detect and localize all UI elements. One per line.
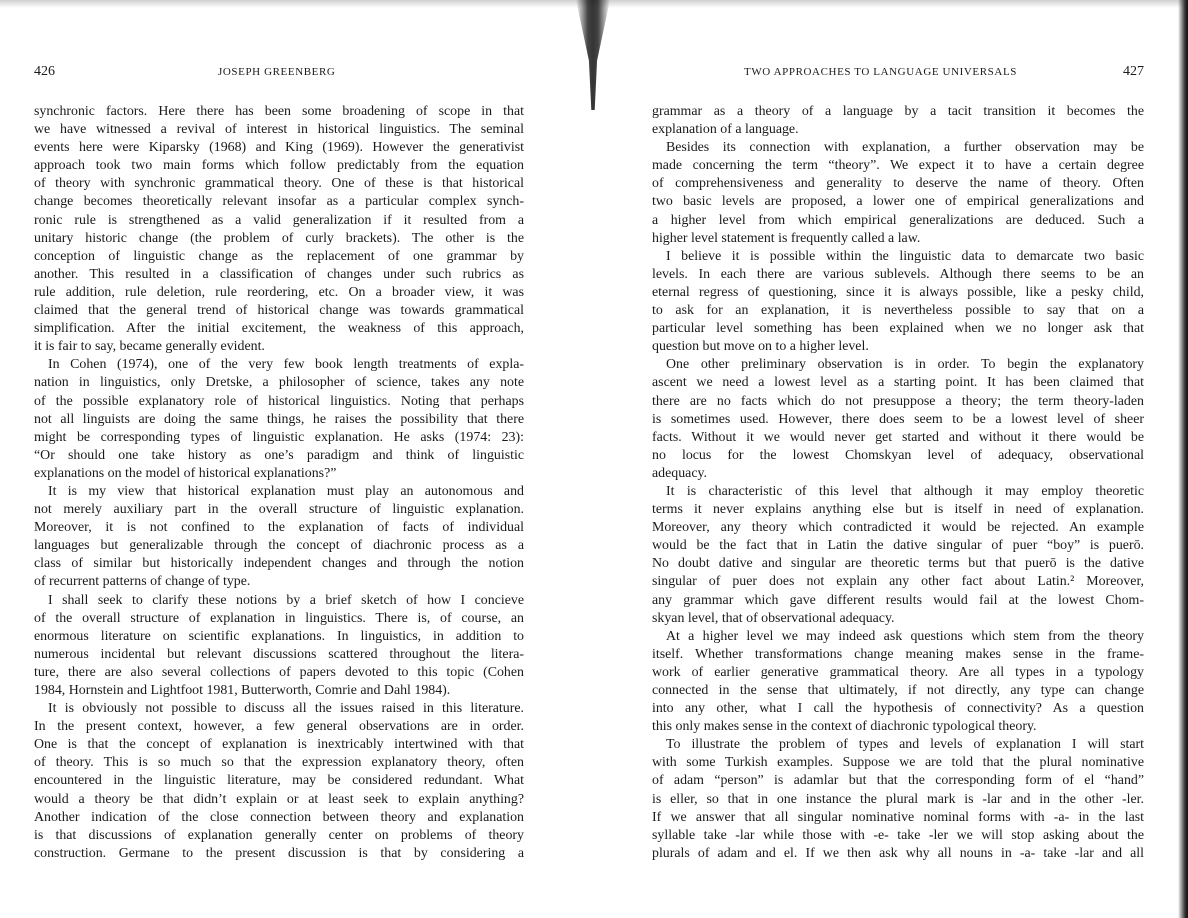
text-line: enormous literature on scientific explanations. In linguistics, in addition to: [34, 628, 524, 644]
text-line: ture, there are also several collections of papers devoted to this topic (Cohen: [34, 664, 524, 680]
text-line: any grammar which gave different results would fail at the lowest Chom-: [652, 592, 1144, 608]
text-line: To illustrate the problem of types and levels of explanation I will start: [666, 737, 1144, 753]
text-line: another. This resulted in a classification of changes under such rubrics as: [34, 266, 524, 282]
text-line: rule addition, rule deletion, rule reordering, etc. On a broader view, it was: [34, 284, 524, 300]
text-line: is eller, so that in one instance the plural mark is -lar and in the other -ler.: [652, 791, 1144, 807]
text-line: class of similar but historically independent changes and through the notion: [34, 556, 524, 572]
left-running-head: [34, 64, 524, 84]
text-line: of recurrent patterns of change of type.: [34, 574, 251, 590]
text-line: nation in linguistics, only Dretske, a philosopher of science, takes any note: [34, 375, 524, 391]
text-line: there are no facts which do not presuppose a theory; the term theory-laden: [652, 393, 1144, 409]
left-running-title: JOSEPH GREENBERG: [218, 66, 336, 78]
text-line: It is my view that historical explanation must play an autonomous and: [48, 483, 524, 499]
right-body-text: [652, 103, 1144, 863]
text-line: might be corresponding types of linguistic explanation. He asks (1974: 23):: [34, 429, 524, 445]
text-line: made concerning the term “theory”. We expect it to have a certain degree: [652, 158, 1144, 174]
text-line: Besides its connection with explanation, a further observation may be: [666, 140, 1144, 156]
text-line: grammar as a theory of a language by a tacit transition it becomes the: [652, 104, 1144, 119]
text-line: construction. Germane to the present discussion is that by considering a: [34, 845, 524, 861]
text-line: it is fair to say, became generally evident.: [34, 339, 265, 355]
text-line: into any other, what I call the hypothesis of connectivity? As a question: [652, 701, 1144, 717]
text-line: Moreover, any theory which contradicted it would be rejected. An example: [652, 520, 1144, 536]
text-line: “Or should one take history as one’s paradigm and think of linguistic: [34, 447, 524, 463]
right-running-head: [652, 64, 1144, 84]
right-page-number: 427: [1123, 64, 1144, 79]
scan-right-edge: [1178, 0, 1188, 918]
text-line: question but move on to a higher level.: [652, 339, 869, 355]
left-page-number: 426: [34, 64, 55, 79]
text-line: claimed that the general trend of historical change was towards grammatical: [34, 303, 524, 319]
text-line: change becomes theoretically relevant insofar as a particular complex synch-: [34, 194, 524, 210]
right-running-title: TWO APPROACHES TO LANGUAGE UNIVERSALS: [744, 66, 1017, 78]
text-line: not merely auxiliary part in the overall structure of linguistic explanation.: [34, 502, 524, 518]
text-line: events here were Kiparsky (1968) and King (1969). However the generativist: [34, 140, 524, 156]
text-line: 1984, Hornstein and Lightfoot 1981, Butterworth, Comrie and Dahl 1984).: [34, 683, 451, 698]
text-line: would a theory be that didn’t explain or at least seek to explain anything?: [34, 791, 524, 807]
text-line: with some Turkish examples. Suppose we are told that the plural nominative: [652, 755, 1144, 771]
text-line: work of earlier generative grammatical theory. Are all types in a typology: [652, 664, 1144, 680]
text-line: terms it never explains anything else but is itself in need of explanation.: [652, 502, 1144, 518]
left-body-text: [34, 103, 524, 863]
text-line: particular level something has been explained when we no longer ask that: [652, 321, 1144, 337]
text-line: explanation of a language.: [652, 122, 799, 138]
text-line: this only makes sense in the context of diachronic typological theory.: [652, 719, 1037, 735]
text-line: of theory with synchronic grammatical theory. One of these is that historical: [34, 176, 524, 192]
text-line: In Cohen (1974), one of the very few book length treatments of expla-: [48, 357, 524, 373]
text-line: of the possible explanatory role of historical linguistics. Noting that perhaps: [34, 393, 524, 409]
text-line: plurals of adam and el. If we then ask why all nouns in -a- take -lar and all: [652, 845, 1144, 861]
text-line: encountered in the linguistic literature, may be considered redundant. What: [34, 773, 524, 789]
text-line: not all linguists are doing the same things, he raises the possibility that there: [34, 411, 524, 427]
text-line: I shall seek to clarify these notions by a brief sketch of how I concieve: [48, 592, 524, 608]
text-line: of the overall structure of explanation in linguistics. There is, of course, an: [34, 610, 524, 626]
text-line: singular of puer does not explain any other fact about Latin.² Moreover,: [652, 574, 1144, 590]
text-line: of adam “person” is adamlar but that the corresponding form of el “hand”: [652, 773, 1144, 789]
text-line: unitary historic change (the problem of curly brackets). The other is the: [34, 230, 524, 246]
text-line: No doubt dative and singular are theoretic terms but that puerō is the dative: [652, 556, 1144, 572]
text-line: of theory. This is so much so that the expression explanatory theory, often: [34, 755, 524, 771]
text-line: two basic levels are proposed, a lower one of empirical generalizations and: [652, 194, 1144, 210]
text-line: synchronic factors. Here there has been some broadening of scope in that: [34, 104, 524, 119]
text-line: adequacy.: [652, 465, 708, 481]
text-line: ronic rule is strengthened as a valid generalization if it resulted from a: [34, 212, 524, 228]
text-line: numerous incidental but relevant discussions scattered throughout the litera-: [34, 646, 524, 662]
text-line: Moreover, it is not confined to the explanation of facts of individual: [34, 520, 524, 536]
text-line: eternal regress of questioning, since it is always possible, like a pesky child,: [652, 284, 1144, 300]
text-line: conception of linguistic change as the replacement of one grammar by: [34, 248, 524, 264]
text-line: If we answer that all singular nominative nominal forms with -a- in the last: [652, 809, 1144, 825]
text-line: connected in the sense that ultimately, if not directly, any type can change: [652, 683, 1144, 698]
text-line: facts. Without it we would never get started and without it there would be: [652, 429, 1144, 445]
text-line: simplification. After the initial excitement, the weakness of this approach,: [34, 321, 524, 337]
text-line: skyan level, that of observational adequacy.: [652, 610, 895, 626]
text-line: It is characteristic of this level that although it may employ theoretic: [666, 483, 1144, 499]
text-line: Another indication of the close connection between theory and explanation: [34, 809, 524, 825]
text-line: levels. In each there are various sublevels. Although there seems to be an: [652, 266, 1144, 282]
text-line: to ask for an explanation, it is nevertheless possible to say that on a: [652, 303, 1144, 319]
text-line: One other preliminary observation is in order. To begin the explanatory: [666, 357, 1144, 373]
text-line: itself. Whether transformations change meaning makes sense in the frame-: [652, 646, 1144, 662]
text-line: One is that the concept of explanation is inextricably intertwined with that: [34, 737, 524, 753]
text-line: At a higher level we may indeed ask questions which stem from the theory: [666, 628, 1144, 644]
text-line: syllable take -lar while those with -e- take -ler we will stop asking about the: [652, 827, 1144, 843]
text-line: In the present context, however, a few general observations are in order.: [34, 719, 524, 735]
text-line: a higher level from which empirical generalizations are deduced. Such a: [652, 212, 1144, 228]
text-line: higher level statement is frequently called a law.: [652, 230, 921, 246]
text-line: of comprehensiveness and generality to deserve the name of theory. Often: [652, 176, 1144, 192]
text-line: we have witnessed a revival of interest in historical linguistics. The seminal: [34, 122, 524, 138]
text-line: languages but generalizable through the concept of diachronic process as a: [34, 538, 524, 554]
text-line: I believe it is possible within the linguistic data to demarcate two basic: [666, 248, 1144, 264]
text-line: is that discussions of explanation generally center on problems of theory: [34, 827, 524, 843]
text-line: It is obviously not possible to discuss all the issues raised in this literature.: [48, 701, 524, 717]
text-line: would be the fact that in Latin the dative singular of puer “boy” is puerō.: [652, 538, 1144, 554]
text-line: ascent we need a lowest level as a starting point. It has been claimed that: [652, 375, 1144, 391]
text-line: no locus for the lowest Chomskyan level of adequacy, observational: [652, 447, 1144, 463]
binding-gutter: [576, 0, 610, 110]
text-line: is sometimes used. However, there does seem to be a lowest level of sheer: [652, 411, 1144, 427]
text-line: explanations on the model of historical explanations?”: [34, 465, 337, 481]
text-line: approach took two main forms which follow predictably from the equation: [34, 158, 524, 174]
